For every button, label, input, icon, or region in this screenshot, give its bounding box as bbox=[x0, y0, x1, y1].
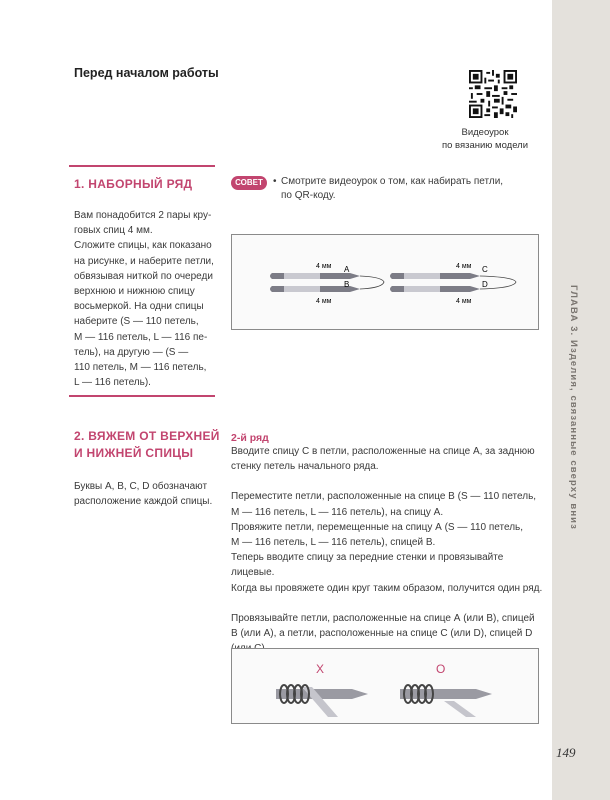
stitch-wrong-illustration bbox=[276, 685, 368, 717]
section2-note: Буквы A, B, C, D обозначают расположение каждой спицы. bbox=[74, 481, 213, 508]
row2-body: Вводите спицу С в петли, расположенные на спице А, за заднюю стенку петель начального ряда. Переместите петли, расположенные на спице В (S — 110 петель, М — 116 петель, L — 116 петель), на спицу А. Провяжите петли, перемещенные на спицу А (S — 110 петель, М — 116 петель, L — 116 петель), спицей В. Теперь вводите спицу за передние стенки и провязывайте лицевые. Когда вы провяжете один круг таким образом, получится один ряд. Провязывайте петли, расположенные на спице А (или В), спицей В (или А), а петли, расположенные на спице С (или D), спицей D bbox=[231, 446, 543, 640]
tip-badge: СОВЕТ bbox=[231, 176, 267, 190]
label-4mm-bottom-left: 4 мм bbox=[316, 298, 332, 305]
mark-right: O bbox=[436, 662, 446, 676]
section2-divider bbox=[69, 395, 215, 397]
label-4mm-top-right: 4 мм bbox=[456, 263, 472, 270]
label-letter-a: A bbox=[344, 265, 350, 274]
mark-wrong: X bbox=[316, 662, 325, 676]
needle-c bbox=[390, 273, 480, 279]
qr-code-icon[interactable] bbox=[469, 70, 517, 118]
label-letter-c: C bbox=[482, 265, 488, 274]
section2-heading: 2. ВЯЖЕМ ОТ ВЕРХНЕЙ И НИЖНЕЙ СПИЦЫ bbox=[74, 429, 220, 460]
label-4mm-top-left: 4 мм bbox=[316, 263, 332, 270]
page-title: Перед началом работы bbox=[74, 66, 219, 80]
tip-bullet: • bbox=[273, 176, 277, 187]
page-number: 149 bbox=[556, 745, 576, 760]
section1-heading: 1. НАБОРНЫЙ РЯД bbox=[74, 177, 193, 191]
chapter-sidebar bbox=[552, 0, 610, 800]
label-4mm-bottom-right: 4 мм bbox=[456, 298, 472, 305]
chapter-title: ГЛАВА 3. Изделия, связанные сверху вниз bbox=[568, 285, 579, 530]
stitch-figure bbox=[231, 648, 539, 724]
label-letter-d: D bbox=[482, 280, 488, 289]
cable-left bbox=[360, 276, 384, 289]
tip-text: Смотрите видеоурок о том, как набирать петли, по QR-коду. bbox=[281, 176, 504, 201]
section1-body: Вам понадобится 2 пары кру- говых спиц 4 мм. Сложите спицы, как показано на рисунке, и наберите петли, обвязывая ниткой по очереди верхнюю и нижнюю спицу восьмеркой. На одни спицы наберите (S — 110 петель, М — 116 петель, L — 116 пе- тель), на другую — (S — 110 петель, М — 116 петель, L — 116 петель). bbox=[74, 210, 214, 389]
stitch-right-illustration bbox=[400, 685, 492, 717]
needles-figure bbox=[231, 234, 539, 330]
qr-caption: Видеоурок по вязанию модели bbox=[441, 127, 529, 151]
needle-d bbox=[390, 286, 480, 292]
section1-divider bbox=[69, 165, 215, 167]
row2-heading: 2-й ряд bbox=[231, 432, 269, 444]
label-letter-b: B bbox=[344, 280, 350, 289]
